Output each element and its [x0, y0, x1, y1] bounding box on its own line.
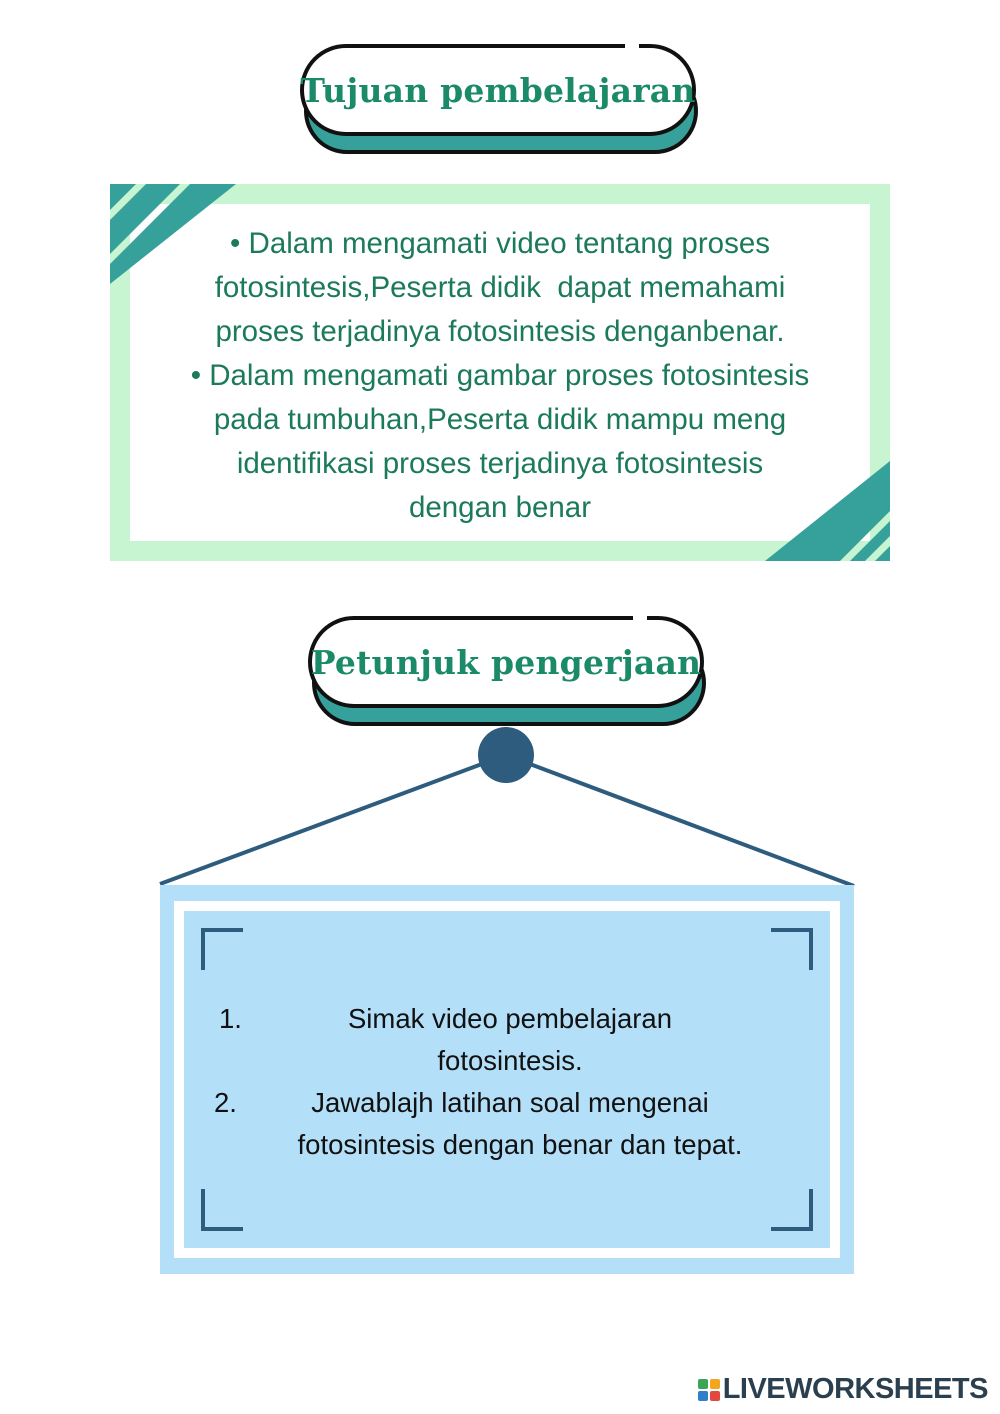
- logo-mark-icon: [698, 1379, 720, 1401]
- objective-line: pada tumbuhan,Peserta didik mampu meng: [213, 403, 787, 436]
- list-item-line: fotosintesis.: [437, 1045, 583, 1076]
- corner-bottom-right-icon: [771, 1189, 813, 1231]
- list-item-number: 1.: [219, 1003, 242, 1034]
- logo-square: [710, 1391, 720, 1401]
- list-item: [210, 1082, 810, 1166]
- objectives-header-face: [300, 44, 696, 136]
- left-string: [160, 755, 506, 884]
- logo-text: LIVEWORKSHEETS: [722, 1373, 988, 1405]
- corner-top-right-icon: [771, 928, 813, 970]
- objective-line: • Dalam mengamati video tentang proses: [230, 227, 770, 260]
- objectives-header: [300, 44, 698, 156]
- instructions-header: [308, 616, 706, 728]
- objectives-text: [110, 222, 890, 530]
- corner-bottom-left-icon: [201, 1189, 243, 1231]
- objective-line: fotosintesis,Peserta didik dapat memahami: [214, 271, 786, 304]
- list-item-number: 2.: [214, 1087, 237, 1118]
- list-item-line: Simak video pembelajaran: [347, 1003, 673, 1034]
- logo-square: [710, 1379, 720, 1389]
- list-item-line: Jawablajh latihan soal mengenai: [311, 1087, 709, 1118]
- objective-line: dengan benar: [408, 491, 592, 524]
- right-string: [506, 755, 854, 886]
- instructions-header-gap: [633, 614, 647, 622]
- liveworksheets-logo: [698, 1373, 988, 1406]
- logo-square: [698, 1391, 708, 1401]
- instructions-list: [210, 998, 810, 1166]
- objective-line: • Dalam mengamati gambar proses fotosintesis: [190, 359, 810, 392]
- logo-square: [698, 1379, 708, 1389]
- instructions-title: Petunjuk pengerjaan: [310, 642, 702, 682]
- hanger-pin-icon: [478, 727, 534, 783]
- objective-line: proses terjadinya fotosintesis denganbenar.: [215, 315, 785, 348]
- list-item: [210, 998, 810, 1082]
- corner-top-left-icon: [201, 928, 243, 970]
- objectives-title: Tujuan pembelajaran: [300, 70, 696, 110]
- instructions-header-face: [308, 616, 704, 708]
- objectives-header-gap: [625, 42, 639, 50]
- objective-line: identifikasi proses terjadinya fotosintesis: [236, 447, 764, 480]
- list-item-line: fotosintesis dengan benar dan tepat.: [297, 1129, 743, 1160]
